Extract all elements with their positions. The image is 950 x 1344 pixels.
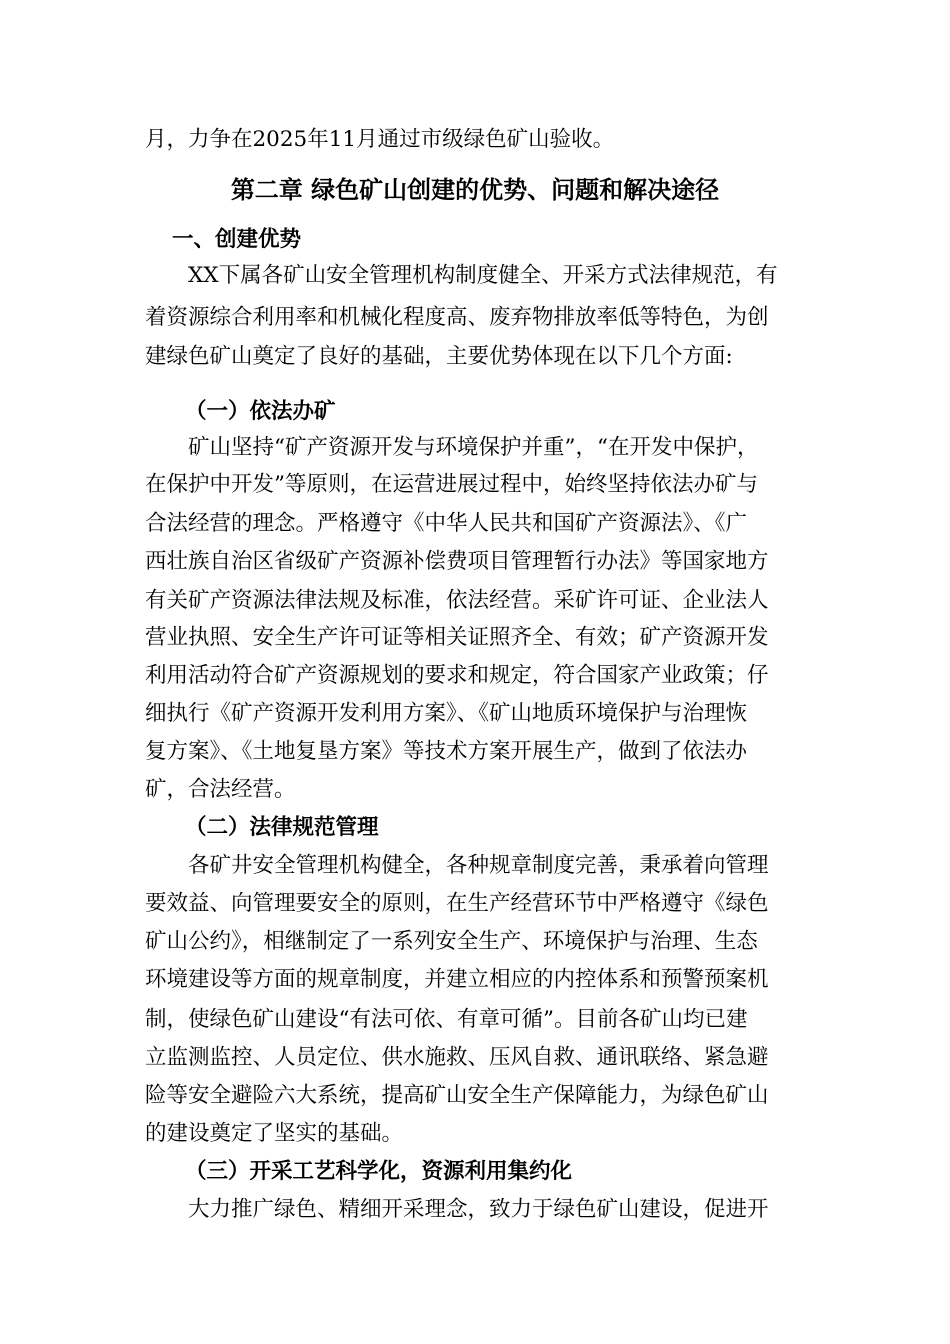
section1-para-line: 建绿色矿山奠定了良好的基础，主要优势体现在以下几个方面: bbox=[145, 344, 733, 369]
sub1-para-line: 合法经营的理念。严格遵守《中华人民共和国矿产资源法》、《广 bbox=[145, 511, 748, 536]
section1-para-line: 着资源综合利用率和机械化程度高、废弃物排放率低等特色，为创 bbox=[145, 305, 769, 330]
sub2-para-line: 各矿井安全管理机构健全，各种规章制度完善，秉承着向管理 bbox=[188, 853, 769, 878]
sub1-para-line: 利用活动符合矿产资源规划的要求和规定，符合国家产业政策；仔 bbox=[145, 663, 769, 688]
sub2-para-line: 险等安全避险六大系统，提高矿山安全生产保障能力，为绿色矿山 bbox=[145, 1083, 769, 1108]
sub2-para-line: 要效益、向管理要安全的原则，在生产经营环节中严格遵守《绿色 bbox=[145, 891, 769, 916]
sub1-para-line: 复方案》、《土地复垦方案》等技术方案开展生产，做到了依法办 bbox=[145, 739, 748, 764]
sub2-para-line: 的建设奠定了坚实的基础。 bbox=[145, 1121, 404, 1146]
sub2-heading: （二）法律规范管理 bbox=[185, 815, 379, 840]
sub1-para-line: 西壮族自治区省级矿产资源补偿费项目管理暂行办法》等国家地方 bbox=[145, 549, 769, 574]
section1-para-line: XX下属各矿山安全管理机构制度健全、开采方式法律规范，有 bbox=[188, 263, 778, 288]
intro-line: 月，力争在2025年11月通过市级绿色矿山验收。 bbox=[145, 127, 615, 152]
sub3-para-line: 大力推广绿色、精细开采理念，致力于绿色矿山建设，促进开 bbox=[188, 1197, 769, 1222]
section1-heading: 一、创建优势 bbox=[172, 227, 302, 252]
sub2-para-line: 立监测监控、人员定位、供水施救、压风自救、通讯联络、紧急避 bbox=[145, 1045, 769, 1070]
sub1-para-line: 矿山坚持“矿产资源开发与环境保护并重”，“在开发中保护， bbox=[188, 435, 759, 460]
sub2-para-line: 环境建设等方面的规章制度，并建立相应的内控体系和预警预案机 bbox=[145, 967, 769, 992]
sub1-para-line: 细执行《矿产资源开发利用方案》、《矿山地质环境保护与治理恢 bbox=[145, 701, 748, 726]
chapter-title: 第二章 绿色矿山创建的优势、问题和解决途径 bbox=[230, 175, 720, 204]
sub1-para-line: 营业执照、安全生产许可证等相关证照齐全、有效；矿产资源开发 bbox=[145, 625, 769, 650]
sub1-heading: （一）依法办矿 bbox=[185, 399, 336, 424]
sub2-para-line: 制，使绿色矿山建设“有法可依、有章可循”。目前各矿山均已建 bbox=[145, 1007, 748, 1032]
sub3-heading: （三）开采工艺科学化，资源利用集约化 bbox=[185, 1159, 573, 1184]
sub1-para-line: 在保护中开发”等原则，在运营进展过程中，始终坚持依法办矿与 bbox=[145, 472, 758, 497]
sub2-para-line: 矿山公约》，相继制定了一系列安全生产、环境保护与治理、生态 bbox=[145, 929, 758, 954]
sub1-para-line: 矿，合法经营。 bbox=[145, 777, 296, 802]
sub1-para-line: 有关矿产资源法律法规及标准，依法经营。采矿许可证、企业法人 bbox=[145, 588, 769, 613]
